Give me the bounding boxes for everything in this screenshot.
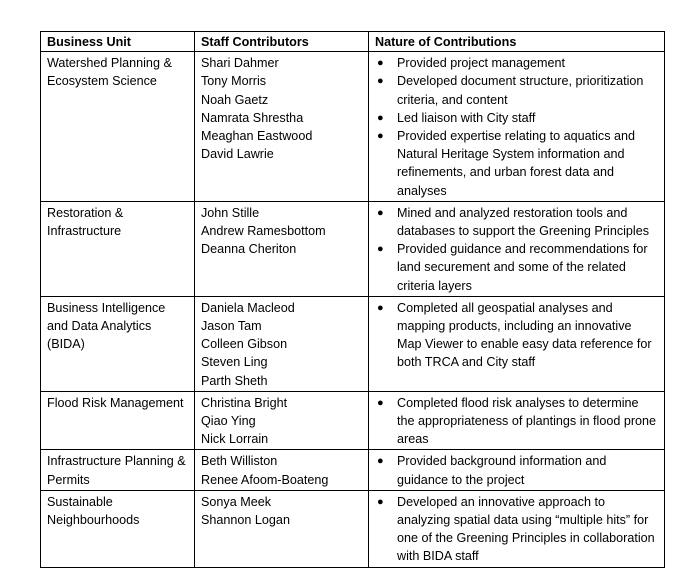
staff-name: Steven Ling: [201, 355, 268, 370]
contribution-item: [375, 109, 658, 127]
staff-name: Deanna Cheriton: [201, 242, 297, 257]
contributions-list: [375, 394, 658, 449]
business-unit-cell: Flood Risk Management: [41, 391, 195, 450]
contribution-text: Led liaison with City staff: [397, 110, 536, 125]
staff-name: Daniela Macleod: [201, 300, 295, 315]
contribution-text: Provided project management: [397, 56, 566, 71]
business-unit-cell: Restoration & Infrastructure: [41, 201, 195, 296]
staff-name: Meaghan Eastwood: [201, 129, 313, 144]
contribution-text: Completed flood risk analyses to determine the appropriateness of plantings in flood prone areas: [397, 395, 657, 447]
contributions-list: [375, 493, 658, 566]
bullet-icon: ●: [377, 130, 384, 143]
contribution-item: [375, 394, 658, 449]
table-row: [41, 52, 665, 202]
contributions-cell: [369, 201, 665, 296]
contribution-item: [375, 493, 658, 566]
staff-name: Sonya Meek: [201, 494, 272, 509]
contribution-item: [375, 204, 658, 240]
staff-name: Christina Bright: [201, 395, 288, 410]
business-unit-cell: Infrastructure Planning & Permits: [41, 450, 195, 490]
header-staff-contributors: Staff Contributors: [195, 32, 369, 52]
contribution-item: [375, 72, 658, 108]
staff-name: Renee Afoom-Boateng: [201, 472, 329, 487]
staff-contributors-cell: [195, 450, 369, 490]
staff-name: Tony Morris: [201, 74, 267, 89]
contribution-item: [375, 452, 658, 488]
staff-contributors-cell: [195, 52, 369, 202]
bullet-icon: ●: [377, 396, 384, 409]
staff-contributors-cell: [195, 201, 369, 296]
bullet-icon: ●: [377, 243, 384, 256]
header-business-unit: Business Unit: [41, 32, 195, 52]
staff-name: Shannon Logan: [201, 513, 290, 528]
contributions-list: [375, 54, 658, 200]
bullet-icon: ●: [377, 57, 384, 70]
staff-name: Beth Williston: [201, 454, 278, 469]
contribution-text: Developed document structure, prioritization criteria, and content: [397, 74, 644, 107]
contributions-cell: [369, 391, 665, 450]
contributions-cell: [369, 450, 665, 490]
staff-name: Parth Sheth: [201, 373, 268, 388]
staff-name: Andrew Ramesbottom: [201, 224, 326, 239]
contribution-item: [375, 54, 658, 72]
table-header-row: [41, 32, 665, 52]
contribution-item: [375, 240, 658, 295]
contributions-list: [375, 204, 658, 295]
bullet-icon: ●: [377, 495, 384, 508]
contribution-text: Completed all geospatial analyses and mapping products, including an innovative Map Viewer to enable easy data reference for both TRCA and City staff: [397, 300, 652, 370]
contributions-cell: [369, 490, 665, 567]
contributions-cell: [369, 296, 665, 391]
staff-name: Nick Lorrain: [201, 432, 269, 447]
contribution-item: [375, 127, 658, 200]
staff-name: Namrata Shrestha: [201, 110, 304, 125]
table-row: [41, 201, 665, 296]
contribution-text: Provided guidance and recommendations for land securement and some of the related criteria layers: [397, 242, 648, 293]
bullet-icon: ●: [377, 111, 384, 124]
bullet-icon: ●: [377, 75, 384, 88]
contribution-item: [375, 299, 658, 372]
contribution-text: Developed an innovative approach to analyzing spatial data using “multiple hits” for one of the Greening Principles in collaboration with BIDA staff: [397, 494, 655, 564]
contribution-text: Provided expertise relating to aquatics and Natural Heritage System information and refinements, and urban forest data and analyses: [397, 129, 636, 198]
contribution-text: Provided background information and guidance to the project: [397, 454, 607, 487]
table-row: [41, 450, 665, 490]
table-row: [41, 391, 665, 450]
business-unit-cell: Business Intelligence and Data Analytics (BIDA): [41, 296, 195, 391]
staff-contributors-cell: [195, 490, 369, 567]
bullet-icon: ●: [377, 206, 384, 219]
staff-name: Jason Tam: [201, 319, 262, 334]
contributions-list: [375, 299, 658, 372]
staff-name: Qiao Ying: [201, 414, 256, 429]
table-row: [41, 296, 665, 391]
contribution-text: Mined and analyzed restoration tools and databases to support the Greening Principles: [397, 205, 650, 239]
contributions-cell: [369, 52, 665, 202]
staff-contributors-cell: [195, 391, 369, 450]
staff-contributors-cell: [195, 296, 369, 391]
table-body: [41, 52, 665, 567]
staff-name: David Lawrie: [201, 147, 274, 162]
header-nature-of-contributions: Nature of Contributions: [369, 32, 665, 52]
staff-name: John Stille: [201, 205, 260, 220]
contributors-table: [40, 31, 665, 568]
staff-name: Shari Dahmer: [201, 56, 279, 71]
bullet-icon: ●: [377, 301, 384, 314]
business-unit-cell: Watershed Planning & Ecosystem Science: [41, 52, 195, 202]
table-row: [41, 490, 665, 567]
business-unit-cell: Sustainable Neighbourhoods: [41, 490, 195, 567]
staff-name: Noah Gaetz: [201, 92, 269, 107]
staff-name: Colleen Gibson: [201, 337, 288, 352]
bullet-icon: ●: [377, 455, 384, 468]
contributions-list: [375, 452, 658, 488]
